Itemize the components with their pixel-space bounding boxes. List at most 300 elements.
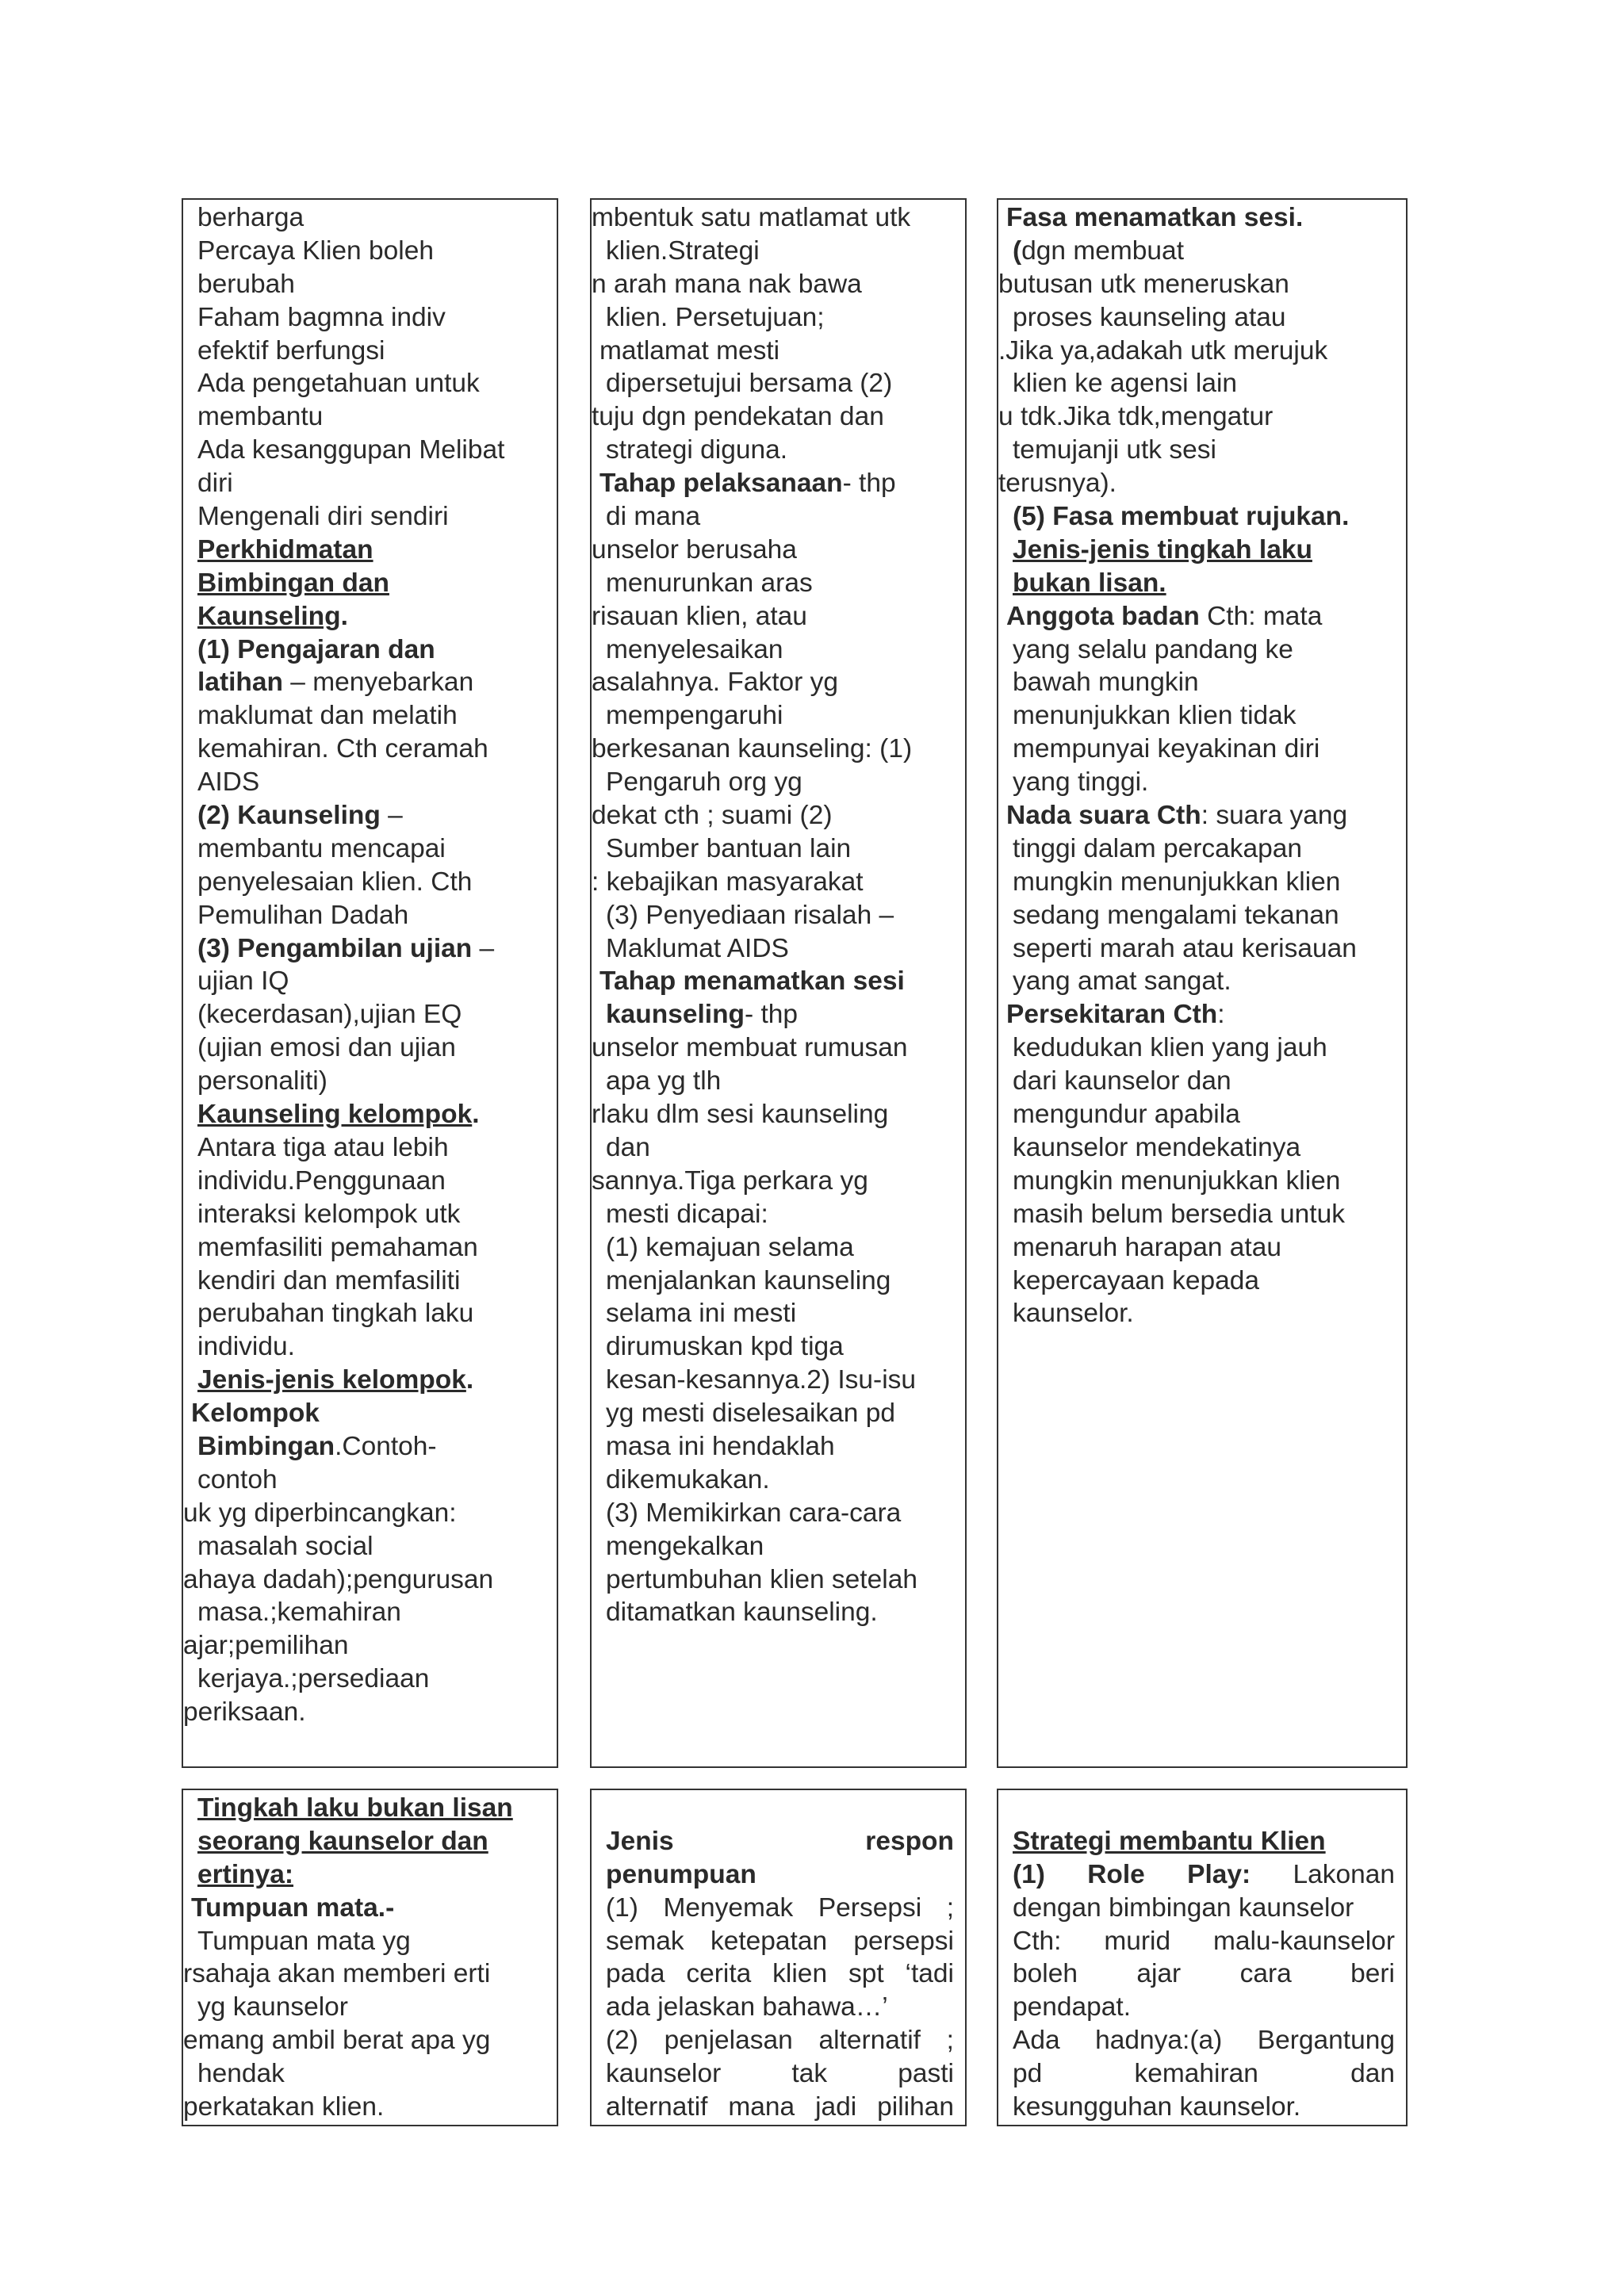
text-run: tuju dgn pendekatan dan: [592, 402, 884, 432]
text-run: berharga: [197, 203, 304, 232]
text-run: rsahaja akan memberi erti: [183, 1959, 491, 1989]
text-line: [998, 2057, 1406, 2091]
text-line: [998, 766, 1406, 799]
text-line: [998, 1957, 1406, 1991]
text-line: [183, 600, 557, 633]
text-run: .Jika ya,adakah utk merujuk: [998, 335, 1328, 365]
text-line: [592, 235, 965, 268]
box-bottom-right: [997, 1789, 1408, 2126]
text-run: kerjaya.;persediaan: [197, 1664, 430, 1694]
text-run: membantu mencapai: [197, 833, 446, 863]
text-run: mengekalkan: [606, 1531, 764, 1561]
text-line: [998, 699, 1406, 733]
text-run: proses kaunseling atau: [1013, 302, 1286, 332]
text-run: masih belum bersedia untuk: [1013, 1199, 1345, 1229]
text-line: [592, 600, 965, 633]
text-run: .: [465, 1365, 474, 1395]
text-line: [183, 235, 557, 268]
text-run: Tumpuan mata yg: [197, 1926, 411, 1956]
text-line: [183, 799, 557, 832]
text-line: [592, 201, 965, 235]
text-line: [183, 2024, 557, 2057]
text-run: Pemulihan Dadah: [197, 900, 409, 930]
text-line: [183, 1563, 557, 1597]
text-run: hendak: [197, 2059, 285, 2089]
text-run: selama ini mesti: [606, 1299, 797, 1329]
text-run: Ada pengetahuan untuk: [197, 369, 480, 399]
text-run: seorang kaunselor dan: [197, 1826, 488, 1856]
text-run: pendapat.: [1013, 1992, 1132, 2022]
text-run: alternatif: [606, 2092, 708, 2122]
text-run: personaliti): [197, 1066, 327, 1096]
text-run: kaunseling: [606, 1000, 745, 1030]
text-line: [592, 1131, 965, 1165]
text-line: [998, 2024, 1406, 2057]
text-run: temujanji utk sesi: [1013, 435, 1216, 465]
text-line: [183, 733, 557, 766]
text-line: [183, 1530, 557, 1563]
text-run: penyelesaian klien. Cth: [197, 867, 473, 897]
text-line: [183, 367, 557, 400]
text-run: Tumpuan mata.-: [191, 1892, 395, 1923]
text-run: individu.Penggunaan: [197, 1165, 446, 1196]
text-run: Tahap pelaksanaan: [599, 469, 843, 499]
text-line: [998, 633, 1406, 667]
text-line: [998, 932, 1406, 966]
text-run: – menyebarkan: [282, 668, 474, 698]
text-line: [998, 733, 1406, 766]
text-run: kaunselor.: [1013, 1299, 1134, 1329]
text-run: seperti marah atau kerisauan: [1013, 933, 1357, 963]
text-run: butusan utk meneruskan: [998, 269, 1289, 299]
text-line: [183, 932, 557, 966]
text-line: [592, 932, 965, 966]
text-line: [183, 866, 557, 899]
text-line: [592, 1330, 965, 1364]
text-run: Jenis-jenis kelompok: [197, 1365, 466, 1395]
text-line: [183, 400, 557, 434]
text-run: persepsi: [853, 1926, 954, 1956]
text-run: (5) Fasa membuat rujukan.: [1013, 502, 1350, 532]
text-run: menjalankan kaunseling: [606, 1265, 891, 1295]
text-run: (3) Pengambilan ujian: [197, 933, 473, 963]
text-line: [183, 1696, 557, 1729]
text-line: [592, 1165, 965, 1198]
text-run: Anggota badan: [1006, 601, 1200, 631]
text-run: boleh: [1013, 1959, 1078, 1989]
text-run: membantu: [197, 402, 324, 432]
text-line: [998, 1892, 1406, 1925]
box-bottom-left: [182, 1789, 558, 2126]
text-run: –: [472, 933, 495, 963]
text-run: (1) Pengajaran dan: [197, 634, 435, 664]
text-line: [183, 1231, 557, 1265]
text-run: latihan: [197, 668, 283, 698]
text-run: yang tinggi.: [1013, 767, 1149, 798]
text-line: [183, 1596, 557, 1629]
text-line: [998, 1925, 1406, 1958]
text-line: [592, 1825, 965, 1858]
text-line: [183, 1858, 557, 1892]
text-run: Maklumat AIDS: [606, 933, 789, 963]
text-line: [592, 766, 965, 799]
text-line: [998, 600, 1406, 633]
text-run: mesti dicapai:: [606, 1199, 768, 1229]
text-run: yang selalu pandang ke: [1013, 634, 1293, 664]
text-line: [183, 1957, 557, 1991]
text-line: [183, 1397, 557, 1430]
text-run: yang amat sangat.: [1013, 966, 1231, 997]
text-line: [592, 633, 965, 667]
text-line: [592, 567, 965, 600]
text-run: masa.;kemahiran: [197, 1598, 401, 1628]
text-line: [592, 1198, 965, 1231]
text-line: [998, 899, 1406, 932]
text-run: alternatif: [818, 2026, 921, 2056]
text-run: semak: [606, 1926, 684, 1956]
text-run: unselor berusaha: [592, 534, 797, 564]
text-line: [592, 1364, 965, 1397]
text-run: menurunkan aras: [606, 568, 813, 598]
text-line: [592, 467, 965, 500]
text-run: pd: [1013, 2059, 1043, 2089]
text-run: ajar;pemilihan: [183, 1631, 349, 1661]
text-run: Jenis-jenis tingkah laku: [1013, 534, 1312, 564]
text-run: : suara yang: [1201, 801, 1348, 831]
text-run: yg kaunselor: [197, 1992, 348, 2022]
text-line: [998, 201, 1406, 235]
text-run: cara: [1239, 1959, 1292, 1989]
text-run: pertumbuhan klien setelah: [606, 1564, 917, 1594]
text-line: [183, 1430, 557, 1464]
text-line: [183, 567, 557, 600]
text-run: ahaya dadah);pengurusan: [183, 1564, 494, 1594]
text-line: [183, 699, 557, 733]
text-run: Lakonan: [1293, 1859, 1395, 1889]
text-run: (1) kemajuan selama: [606, 1232, 854, 1262]
text-run: .Contoh-: [335, 1431, 437, 1461]
text-line: [592, 2057, 965, 2091]
text-run: .: [340, 601, 348, 631]
text-line: [592, 2091, 965, 2124]
text-line: [998, 1031, 1406, 1065]
text-line: [183, 1165, 557, 1198]
text-run: perkatakan klien.: [183, 2092, 385, 2122]
text-line: [998, 1297, 1406, 1330]
text-line: [183, 633, 557, 667]
text-run: ketepatan: [710, 1926, 828, 1956]
text-run: individu.: [197, 1332, 295, 1362]
text-run: apa yg tlh: [606, 1066, 722, 1096]
text-run: murid: [1104, 1926, 1171, 1956]
text-run: (kecerdasan),ujian EQ: [197, 1000, 462, 1030]
text-run: kesungguhan kaunselor.: [1013, 2092, 1301, 2122]
text-line: [183, 998, 557, 1031]
text-run: tak: [791, 2059, 828, 2089]
text-line: [592, 1957, 965, 1991]
text-run: Bimbingan dan: [197, 568, 389, 598]
text-run: pasti: [898, 2059, 954, 2089]
text-line: [998, 567, 1406, 600]
text-line: [592, 1563, 965, 1597]
text-line: [998, 467, 1406, 500]
text-run: dikemukakan.: [606, 1464, 770, 1494]
text-line: [592, 1925, 965, 1958]
text-line: [183, 1464, 557, 1497]
text-run: dan: [606, 1132, 650, 1162]
text-run: bawah mungkin: [1013, 668, 1199, 698]
text-line: [592, 799, 965, 832]
text-line: [998, 1131, 1406, 1165]
text-run: malu-kaunselor: [1212, 1926, 1395, 1956]
text-run: Tahap menamatkan sesi: [599, 966, 905, 997]
text-line: [183, 434, 557, 467]
text-line: [183, 1330, 557, 1364]
text-run: berubah: [197, 269, 295, 299]
text-run: kemahiran. Cth ceramah: [197, 734, 488, 764]
text-line: [592, 965, 965, 998]
text-run: strategi diguna.: [606, 435, 788, 465]
text-run: beri: [1350, 1959, 1395, 1989]
text-line: [592, 2024, 965, 2057]
text-run: hadnya:(a): [1095, 2026, 1223, 2056]
text-run: (3) Memikirkan cara-cara: [606, 1498, 902, 1528]
text-run: (: [1013, 235, 1022, 266]
text-line: [592, 1065, 965, 1098]
text-run: kemahiran: [1134, 2059, 1258, 2089]
text-run: Persekitaran Cth: [1006, 1000, 1218, 1030]
text-line: [998, 866, 1406, 899]
text-run: (ujian emosi dan ujian: [197, 1033, 456, 1063]
text-line: [592, 1297, 965, 1330]
text-line: [998, 434, 1406, 467]
text-run: Play:: [1187, 1859, 1251, 1889]
text-run: menunjukkan klien tidak: [1013, 701, 1297, 731]
text-line: [183, 899, 557, 932]
text-run: mbentuk satu matlamat utk: [592, 203, 911, 232]
text-run: .: [472, 1100, 480, 1130]
text-run: Pengaruh org yg: [606, 767, 802, 798]
text-run: : kebajikan masyarakat: [592, 867, 864, 897]
text-line: [998, 1065, 1406, 1098]
text-run: contoh: [197, 1464, 278, 1494]
text-run: cerita: [686, 1959, 752, 1989]
text-run: Fasa menamatkan sesi.: [1006, 203, 1304, 232]
text-run: dirumuskan kpd tiga: [606, 1332, 844, 1362]
text-line: [998, 400, 1406, 434]
text-run: mana: [728, 2092, 795, 2122]
text-run: mungkin menunjukkan klien: [1013, 1165, 1341, 1196]
text-line: [998, 367, 1406, 400]
text-line: [183, 1663, 557, 1696]
text-run: mempunyai keyakinan diri: [1013, 734, 1320, 764]
text-run: klien: [772, 1959, 828, 1989]
text-line: [592, 998, 965, 1031]
text-run: dekat cth ; suami (2): [592, 801, 833, 831]
text-run: kaunselor mendekatinya: [1013, 1132, 1301, 1162]
text-run: menyelesaikan: [606, 634, 783, 664]
text-line: [183, 832, 557, 866]
text-run: ditamatkan kaunseling.: [606, 1598, 878, 1628]
text-line: [183, 1031, 557, 1065]
text-run: Role: [1087, 1859, 1145, 1889]
text-line: [183, 1925, 557, 1958]
text-line: [998, 1265, 1406, 1298]
text-line: [998, 1858, 1406, 1892]
text-run: berkesanan kaunseling: (1): [592, 734, 913, 764]
box-top-left-text: [183, 201, 557, 1729]
box-top-middle: [590, 198, 967, 1768]
text-run: Mengenali diri sendiri: [197, 502, 449, 532]
text-run: kendiri dan memfasiliti: [197, 1265, 461, 1295]
text-run: u tdk.Jika tdk,mengatur: [998, 402, 1274, 432]
text-line: [592, 1464, 965, 1497]
text-line: [183, 1991, 557, 2024]
text-run: Persepsi: [818, 1892, 922, 1923]
text-line: [183, 201, 557, 235]
box-bottom-right-text: [998, 1792, 1406, 2124]
text-run: interaksi kelompok utk: [197, 1199, 461, 1229]
text-run: n arah mana nak bawa: [592, 269, 862, 299]
text-run: Nada suara Cth: [1006, 801, 1201, 831]
text-line: [183, 666, 557, 699]
text-line: [592, 1430, 965, 1464]
text-run: efektif berfungsi: [197, 335, 385, 365]
text-line: [592, 832, 965, 866]
text-run: maklumat dan melatih: [197, 701, 458, 731]
text-run: bukan lisan.: [1013, 568, 1166, 598]
text-run: diri: [197, 469, 233, 499]
text-line: [998, 799, 1406, 832]
text-line: [183, 301, 557, 335]
text-run: Ada: [1013, 2026, 1060, 2056]
text-run: Sumber bantuan lain: [606, 833, 852, 863]
text-line: [592, 733, 965, 766]
text-run: Faham bagmna indiv: [197, 302, 446, 332]
text-line: [592, 367, 965, 400]
text-run: ;: [946, 2026, 954, 2056]
text-run: penjelasan: [664, 2026, 793, 2056]
text-run: memfasiliti pemahaman: [197, 1232, 478, 1262]
text-run: masa ini hendaklah: [606, 1431, 835, 1461]
text-line: [592, 1858, 965, 1892]
text-run: AIDS: [197, 767, 260, 798]
text-run: (1): [1013, 1859, 1045, 1889]
text-run: ujian IQ: [197, 966, 289, 997]
text-run: Kaunseling kelompok: [197, 1100, 473, 1130]
text-run: dari kaunselor dan: [1013, 1066, 1231, 1096]
text-run: Bimbingan: [197, 1431, 335, 1461]
text-line: [592, 699, 965, 733]
text-line: [592, 434, 965, 467]
text-line: [998, 666, 1406, 699]
text-line: [183, 1497, 557, 1530]
text-line: [592, 1397, 965, 1430]
text-run: –: [380, 801, 403, 831]
text-run: Percaya Klien boleh: [197, 235, 434, 266]
text-line: [592, 666, 965, 699]
text-run: Bergantung: [1257, 2026, 1395, 2056]
text-run: matlamat mesti: [599, 335, 780, 365]
box-bottom-left-text: [183, 1792, 557, 2124]
text-run: masalah social: [197, 1531, 373, 1561]
text-run: Perkhidmatan: [197, 534, 373, 564]
text-run: dengan bimbingan kaunselor: [1013, 1892, 1354, 1923]
box-bottom-middle: [590, 1789, 967, 2126]
text-run: emang ambil berat apa yg: [183, 2026, 491, 2056]
text-line: [183, 467, 557, 500]
text-run: Strategi membantu Klien: [1013, 1826, 1326, 1856]
text-line: [998, 2091, 1406, 2124]
text-line: [998, 1165, 1406, 1198]
text-line: [998, 335, 1406, 368]
text-line: [183, 534, 557, 567]
text-line: [183, 965, 557, 998]
text-run: dan: [1350, 2059, 1395, 2089]
text-line: [592, 335, 965, 368]
text-line: [592, 1792, 965, 1825]
text-run: tinggi dalam percakapan: [1013, 833, 1303, 863]
text-run: di mana: [606, 502, 701, 532]
text-run: jadi: [815, 2092, 857, 2122]
text-run: pada: [606, 1959, 665, 1989]
text-line: [998, 832, 1406, 866]
text-run: mungkin menunjukkan klien: [1013, 867, 1341, 897]
text-run: ‘tadi: [905, 1959, 954, 1989]
text-line: [183, 766, 557, 799]
text-run: - thp: [842, 469, 896, 499]
text-run: sedang mengalami tekanan: [1013, 900, 1339, 930]
text-run: mengundur apabila: [1013, 1100, 1240, 1130]
text-line: [592, 1892, 965, 1925]
text-run: klien. Persetujuan;: [606, 302, 825, 332]
text-run: Cth: mata: [1199, 601, 1323, 631]
text-line: [998, 1231, 1406, 1265]
text-run: uk yg diperbincangkan:: [183, 1498, 457, 1528]
text-run: rlaku dlm sesi kaunseling: [592, 1100, 889, 1130]
text-run: kedudukan klien yang jauh: [1013, 1033, 1327, 1063]
text-run: periksaan.: [183, 1697, 306, 1728]
text-line: [183, 1065, 557, 1098]
text-line: [183, 1265, 557, 1298]
box-top-right-text: [998, 201, 1406, 1330]
text-line: [592, 1231, 965, 1265]
text-line: [183, 1131, 557, 1165]
text-run: Menyemak: [663, 1892, 794, 1923]
text-line: [998, 1825, 1406, 1858]
text-line: [592, 1031, 965, 1065]
text-run: (2): [606, 2026, 638, 2056]
text-run: Tingkah laku bukan lisan: [197, 1793, 513, 1823]
text-line: [183, 2057, 557, 2091]
text-run: (3) Penyediaan risalah –: [606, 900, 894, 930]
text-run: sannya.Tiga perkara yg: [592, 1165, 868, 1196]
text-run: asalahnya. Faktor yg: [592, 668, 838, 698]
text-run: pilihan: [877, 2092, 954, 2122]
text-run: (1): [606, 1892, 638, 1923]
text-run: - thp: [745, 1000, 799, 1030]
text-run: unselor membuat rumusan: [592, 1033, 908, 1063]
text-run: terusnya).: [998, 469, 1116, 499]
text-line: [998, 998, 1406, 1031]
text-run: respon: [865, 1826, 954, 1856]
text-line: [998, 1198, 1406, 1231]
text-line: [998, 1991, 1406, 2024]
text-run: dipersetujui bersama (2): [606, 369, 893, 399]
text-run: Jenis: [606, 1826, 674, 1856]
text-line: [592, 1098, 965, 1131]
box-bottom-middle-text: [592, 1792, 965, 2124]
